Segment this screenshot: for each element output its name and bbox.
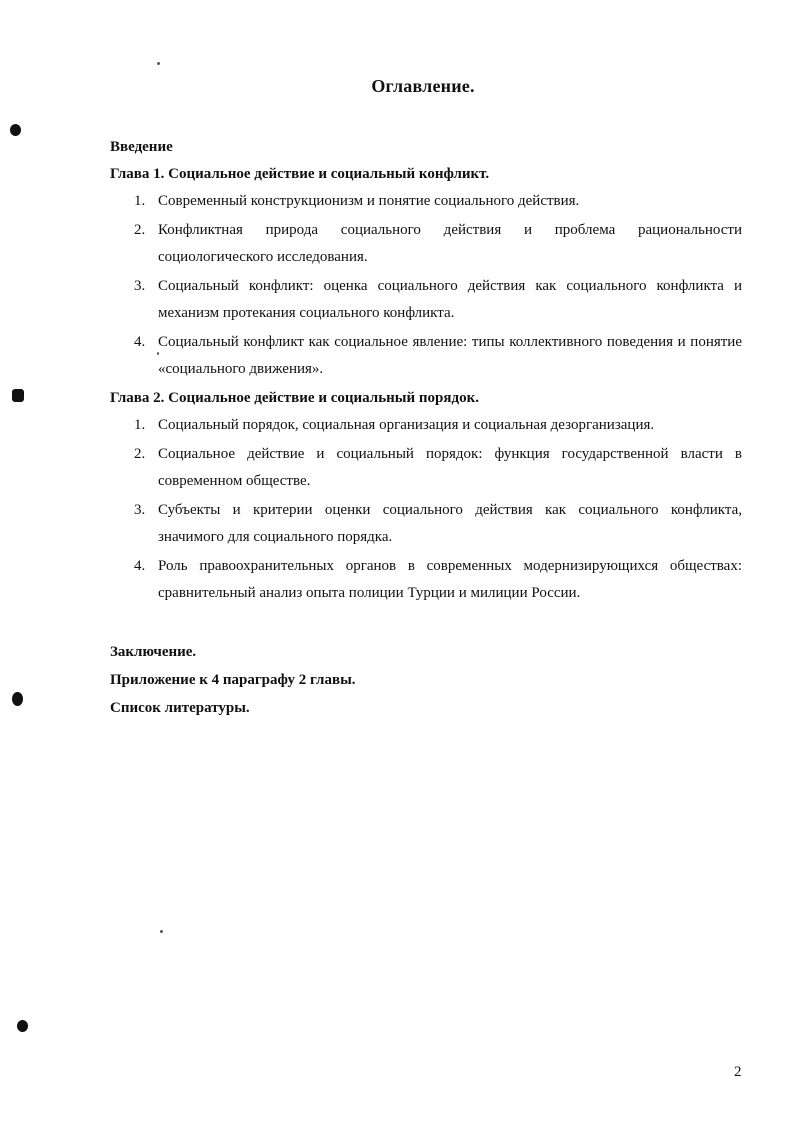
punch-hole-lower	[12, 692, 23, 706]
chapter-1-items	[110, 188, 742, 383]
toc-bibliography: Список литературы.	[110, 700, 250, 716]
list-item	[110, 188, 742, 215]
item-text: Социальный порядок, социальная организация и социальная дезорганизация.	[158, 417, 655, 433]
toc-introduction: Введение	[110, 139, 173, 155]
spacer	[110, 609, 742, 639]
list-item	[110, 329, 742, 383]
punch-hole-top	[10, 124, 21, 136]
scan-speck	[160, 930, 163, 933]
toc-appendix: Приложение к 4 параграфу 2 главы.	[110, 672, 356, 688]
chapter-1-title: Глава 1. Социальное действие и социальный конфликт.	[110, 166, 490, 182]
list-item	[110, 217, 742, 271]
item-text: Современный конструкционизм и понятие социального действия.	[158, 193, 580, 209]
chapter-2-items	[110, 412, 742, 607]
list-item	[110, 553, 742, 607]
page-number: 2	[734, 1064, 742, 1080]
item-number: 4.	[134, 334, 146, 350]
punch-hole-bottom	[17, 1020, 28, 1032]
punch-hole-middle	[12, 389, 24, 402]
item-number: 3.	[134, 502, 146, 518]
chapter-2-title: Глава 2. Социальное действие и социальный порядок.	[110, 390, 479, 406]
item-text: Социальное действие и социальный порядок: функция государственной власти в современном обществе.	[158, 446, 742, 489]
scan-speck	[157, 62, 160, 65]
item-text: Конфликтная природа социального действия и проблема рациональности социологического исследования.	[158, 222, 742, 265]
table-of-contents	[110, 134, 742, 723]
list-item	[110, 497, 742, 551]
item-number: 1.	[134, 417, 146, 433]
item-number: 1.	[134, 193, 146, 209]
toc-conclusion: Заключение.	[110, 644, 197, 660]
list-item	[110, 441, 742, 495]
page-title: Оглавление.	[371, 76, 475, 96]
item-number: 3.	[134, 278, 146, 294]
item-text: Социальный конфликт: оценка социального действия как социального конфликта и механизм протекания социального конфликта.	[158, 278, 742, 321]
list-item	[110, 273, 742, 327]
item-number: 4.	[134, 558, 146, 574]
item-text: Субъекты и критерии оценки социального действия как социального конфликта, значимого для социального порядка.	[158, 502, 742, 545]
list-item	[110, 412, 742, 439]
item-text: Роль правоохранительных органов в современных модернизирующихся обществах: сравнительный анализ опыта полиции Турции и милиции России.	[158, 558, 742, 601]
item-number: 2.	[134, 222, 146, 238]
item-number: 2.	[134, 446, 146, 462]
item-text: Социальный конфликт как социальное явление: типы коллективного поведения и понятие «социального движения».	[158, 334, 742, 377]
